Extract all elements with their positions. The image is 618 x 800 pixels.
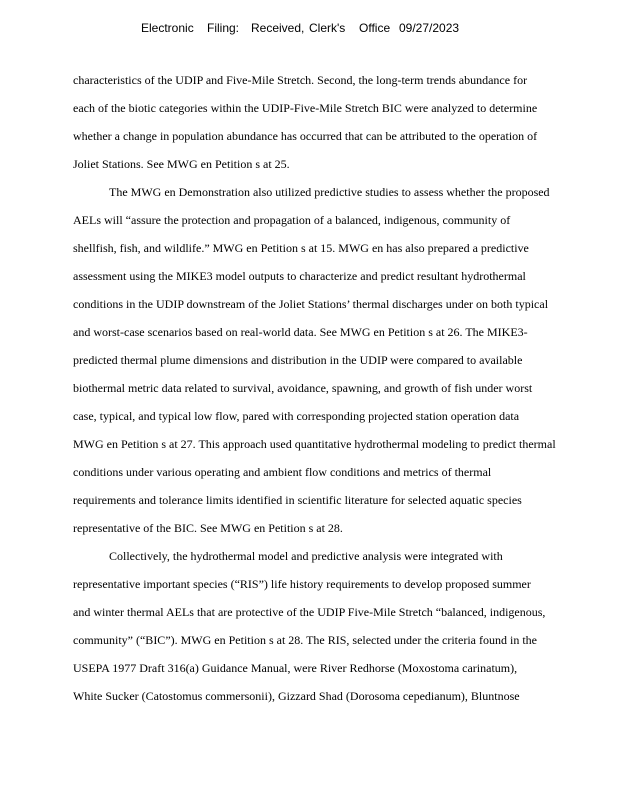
body-line: White Sucker (Catostomus commersonii), Gizzard Shad (Dorosoma cepedianum), Bluntnose: [73, 689, 520, 703]
header-filing: Filing:: [207, 21, 240, 35]
body-line: biothermal metric data related to survival, avoidance, spawning, and growth of fish under worst: [73, 381, 533, 395]
body-line: AELs will “assure the protection and propagation of a balanced, indigenous, community of: [73, 213, 511, 227]
body-line: USEPA 1977 Draft 316(a) Guidance Manual, were River Redhorse (Moxostoma carinatum),: [73, 661, 518, 675]
paragraph-first-line: The MWG en Demonstration also utilized predictive studies to assess whether the proposed: [109, 185, 550, 199]
filing-header: [141, 21, 501, 37]
body-line: conditions in the UDIP downstream of the Joliet Stations’ thermal discharges under on both typical: [73, 297, 549, 311]
body-line: whether a change in population abundance has occurred that can be attributed to the operation of: [73, 129, 538, 143]
paragraph-first-line: Collectively, the hydrothermal model and predictive analysis were integrated with: [109, 549, 503, 563]
body-line: representative important species (“RIS”) life history requirements to develop proposed summer: [73, 577, 531, 591]
body-line: Joliet Stations. See MWG en Petition s at 25.: [73, 157, 290, 171]
header-clerks: Clerk's: [309, 21, 346, 35]
body-line: each of the biotic categories within the UDIP-Five-Mile Stretch BIC were analyzed to determine: [73, 101, 538, 115]
body-line: assessment using the MIKE3 model outputs to characterize and predict resultant hydrothermal: [73, 269, 526, 283]
header-date: 09/27/2023: [399, 21, 460, 35]
body-line: shellfish, fish, and wildlife.” MWG en Petition s at 15. MWG en has also prepared a predictive: [73, 241, 529, 255]
header-received: Received,: [251, 21, 305, 35]
header-office: Office: [359, 21, 391, 35]
body-line: community” (“BIC”). MWG en Petition s at 28. The RIS, selected under the criteria found in the: [73, 633, 537, 647]
body-line: case, typical, and typical low flow, pared with corresponding projected station operation data: [73, 409, 520, 423]
body-line: conditions under various operating and ambient flow conditions and metrics of thermal: [73, 465, 492, 479]
body-line: requirements and tolerance limits identified in scientific literature for selected aquatic species: [73, 493, 522, 507]
document-body: [73, 66, 613, 710]
body-line: MWG en Petition s at 27. This approach used quantitative hydrothermal modeling to predict thermal: [73, 437, 556, 451]
body-line: representative of the BIC. See MWG en Petition s at 28.: [73, 521, 343, 535]
body-line: characteristics of the UDIP and Five-Mile Stretch. Second, the long-term trends abundance for: [73, 73, 528, 87]
body-line: and worst-case scenarios based on real-world data. See MWG en Petition s at 26. The MIKE3-: [73, 325, 528, 339]
header-electronic: Electronic: [141, 21, 194, 35]
body-line: and winter thermal AELs that are protective of the UDIP Five-Mile Stretch “balanced, indigenous,: [73, 605, 546, 619]
body-line: predicted thermal plume dimensions and distribution in the UDIP were compared to available: [73, 353, 523, 367]
